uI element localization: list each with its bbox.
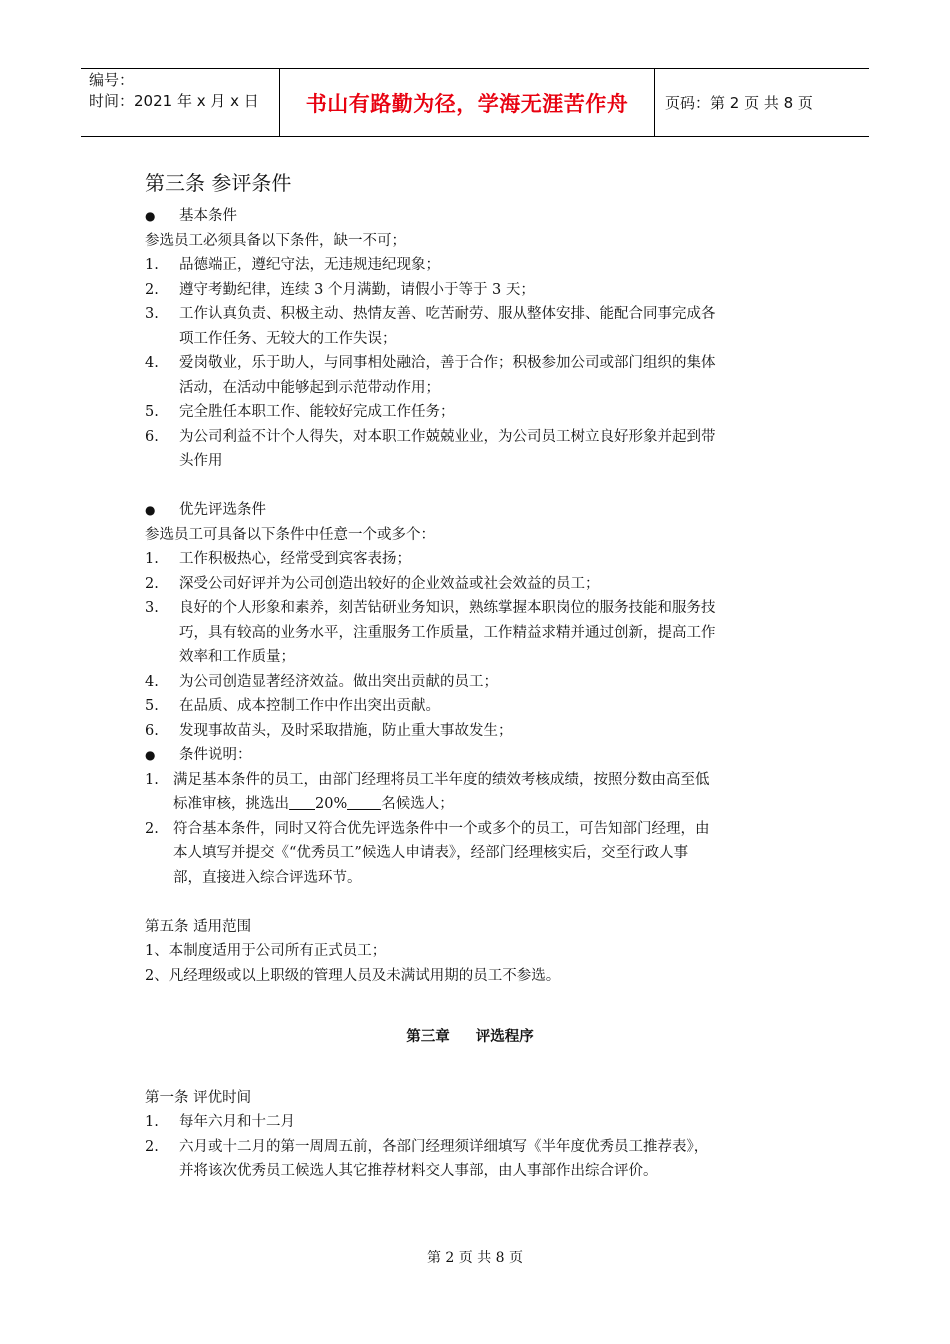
bullet-dot-icon: ● [145,748,156,762]
list-item: 2、凡经理级或以上职级的管理人员及未满试用期的员工不参选。 [145,967,561,984]
bullet-heading: ● 优先评选条件 [145,498,810,523]
list-item: 6. 发现事故苗头，及时采取措施，防止重大事故发生； [145,722,513,739]
list-item-continuation: 巧，具有较高的业务水平，注重服务工作质量，工作精益求精并通过创新，提高工作 [179,624,716,641]
list-item: 4. 为公司创造显著经济效益。做出突出贡献的员工； [145,673,498,690]
header-motto-cell [280,69,655,136]
percent-value: 20% [315,796,348,812]
list-item: 3. 良好的个人形象和素养，刻苦钻研业务知识，熟练掌握本职岗位的服务技能和服务技 [145,600,716,616]
list-item-continuation: 本人填写并提交《“优秀员工”候选人申请表》，经部门经理核实后，交至行政人事 [173,845,689,861]
document-number-label: 编号： [89,71,135,89]
list-item: 3. 工作认真负责、积极主动、热情友善、吃苦耐劳、服从整体安排、能配合同事完成各 [145,306,716,322]
list-item-continuation: 活动，在活动中能够起到示范带动作用； [179,379,440,396]
list-item: 1. 品德端正，遵纪守法，无违规违纪现象； [145,257,440,273]
list-item: 1. 每年六月和十二月 [145,1114,295,1130]
list-item: 1. 工作积极热心，经常受到宾客表扬； [145,551,411,567]
list-item: 1、本制度适用于公司所有正式员工； [145,943,387,959]
bullet-dot-icon: ● [145,209,156,223]
header-page-info: 页码：第 2 页 共 8 页 [665,94,813,112]
document-time-label: 时间：2021 年 x 月 x 日 [89,92,259,110]
list-item-continuation: 标准审核，挑选出 20% 名候选人； [173,796,454,812]
header-meta [81,69,280,136]
list-item-continuation: 效率和工作质量； [179,649,295,665]
list-item: 2. 六月或十二月的第一周周五前，各部门经理须详细填写《半年度优秀员工推荐表》， [145,1138,709,1155]
document-body [145,168,810,1184]
header-motto: 书山有路勤为径，学海无涯苦作舟 [305,91,629,116]
list-item-continuation: 项工作任务、无较大的工作失误； [179,330,397,347]
bullet-heading: ● 条件说明： [145,743,810,768]
list-item: 6. 为公司利益不计个人得失，对本职工作兢兢业业，为公司员工树立良好形象并起到带 [145,428,716,445]
paragraph: 参选员工可具备以下条件中任意一个或多个： [145,526,435,543]
list-item: 2. 符合基本条件，同时又符合优先评选条件中一个或多个的员工，可告知部门经理，由 [145,820,710,837]
list-item: 5. 在品质、成本控制工作中作出突出贡献。 [145,698,440,714]
list-item: 1. 满足基本条件的员工，由部门经理将员工半年度的绩效考核成绩，按照分数由高至低 [145,771,710,788]
list-item-continuation: 并将该次优秀员工候选人其它推荐材料交人事部，由人事部作出综合评价。 [179,1163,658,1179]
list-item: 5. 完全胜任本职工作、能较好完成工作任务； [145,404,455,420]
section-title-small: 第一条 评优时间 [145,1089,252,1106]
section-title: 第三条 参评条件 [145,171,292,195]
chapter-title: 第三章 评选程序 [406,1028,534,1045]
document-header [81,68,869,137]
list-item: 2. 深受公司好评并为公司创造出较好的企业效益或社会效益的员工； [145,575,600,592]
section-title-small: 第五条 适用范围 [145,918,252,935]
paragraph: 参选员工必须具备以下条件，缺一不可； [145,232,406,249]
page-footer: 第 2 页 共 8 页 [426,1250,524,1266]
list-item-continuation: 部，直接进入综合评选环节。 [173,869,362,886]
list-item: 4. 爱岗敬业，乐于助人，与同事相处融洽，善于合作；积极参加公司或部门组织的集体 [145,355,716,371]
list-item: 2. 遵守考勤纪律，连续 3 个月满勤，请假小于等于 3 天； [145,281,535,298]
list-item-continuation: 头作用 [179,453,223,469]
bullet-heading: ● 基本条件 [145,204,810,229]
bullet-dot-icon: ● [145,503,156,517]
